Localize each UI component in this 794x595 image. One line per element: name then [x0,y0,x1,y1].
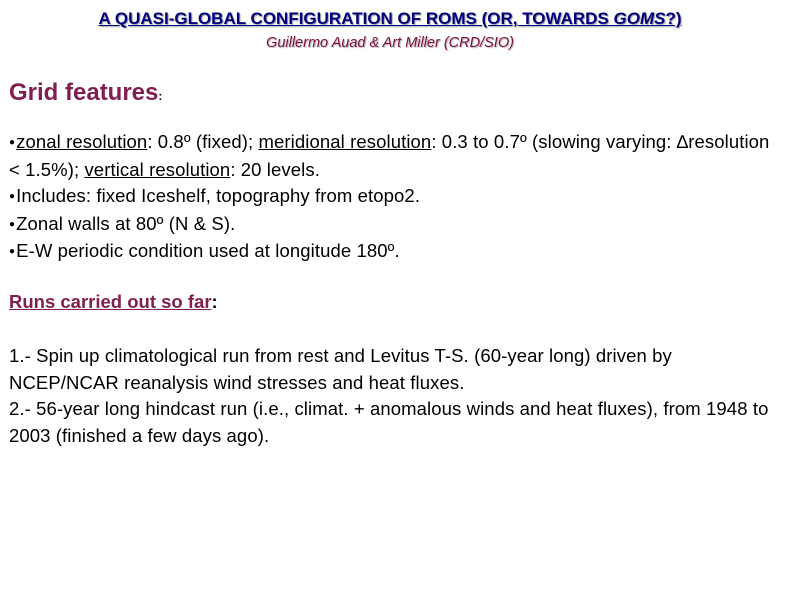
list-item-resolution [9,129,779,183]
vertical-resolution-value: : 20 levels. [230,158,320,180]
runs-heading-text: Runs carried out so far [9,291,212,312]
authors-line: Guillermo Auad & Art Miller (CRD/SIO) [266,35,514,51]
grid-features-heading-colon: : [158,89,163,103]
title-text-goms: GOMS [613,9,666,28]
slide-title [10,9,770,29]
bullet-icon: ● [9,137,16,148]
bullet-icon: ● [9,218,16,230]
resolution-line2-text: resolution < 1.5%); [9,131,770,180]
list-item-text: Zonal walls at 80º (N & S). [16,212,236,234]
bullet-icon: ● [9,246,16,257]
runs-list [9,343,779,449]
title-text-main: A QUASI-GLOBAL CONFIGURATION OF ROMS (OR, TOWARDS [98,9,614,28]
run-item-hindcast: 2.- 56-year long hindcast run (i.e., climat. + anomalous winds and heat fluxes), from 1948 to 2003 (finished a few days ago). [9,398,769,446]
list-item-text: E-W periodic condition used at longitude 180º. [16,240,400,261]
zonal-resolution-value: : 0.8º (fixed); [147,131,259,152]
bullet-icon: ● [9,191,16,202]
runs-heading [9,291,218,313]
list-item-text: Includes: fixed Iceshelf, topography from etopo2. [16,185,421,206]
runs-heading-colon: : [211,291,218,312]
meridional-resolution-value: : 0.3 to 0.7º (slowing [431,131,601,152]
run-item-spinup: 1.- Spin up climatological run from rest and Levitus T-S. (60-year long) driven by NCEP/NCAR reanalysis wind stresses and heat fluxes. [9,345,672,393]
resolution-line2-prefix: varying: [605,131,677,152]
grid-features-heading [9,79,162,107]
vertical-resolution-label: vertical resolution [84,158,231,180]
meridional-resolution-label: meridional resolution [258,131,432,152]
delta-symbol: ∆ [676,131,689,152]
grid-features-list [9,129,779,266]
grid-features-heading-text: Grid features [9,79,159,106]
title-text-end: ?) [665,9,682,28]
list-item-walls [9,211,779,239]
list-item-periodic [9,238,779,266]
zonal-resolution-label: zonal resolution [16,131,148,152]
list-item-iceshelf [9,183,779,211]
